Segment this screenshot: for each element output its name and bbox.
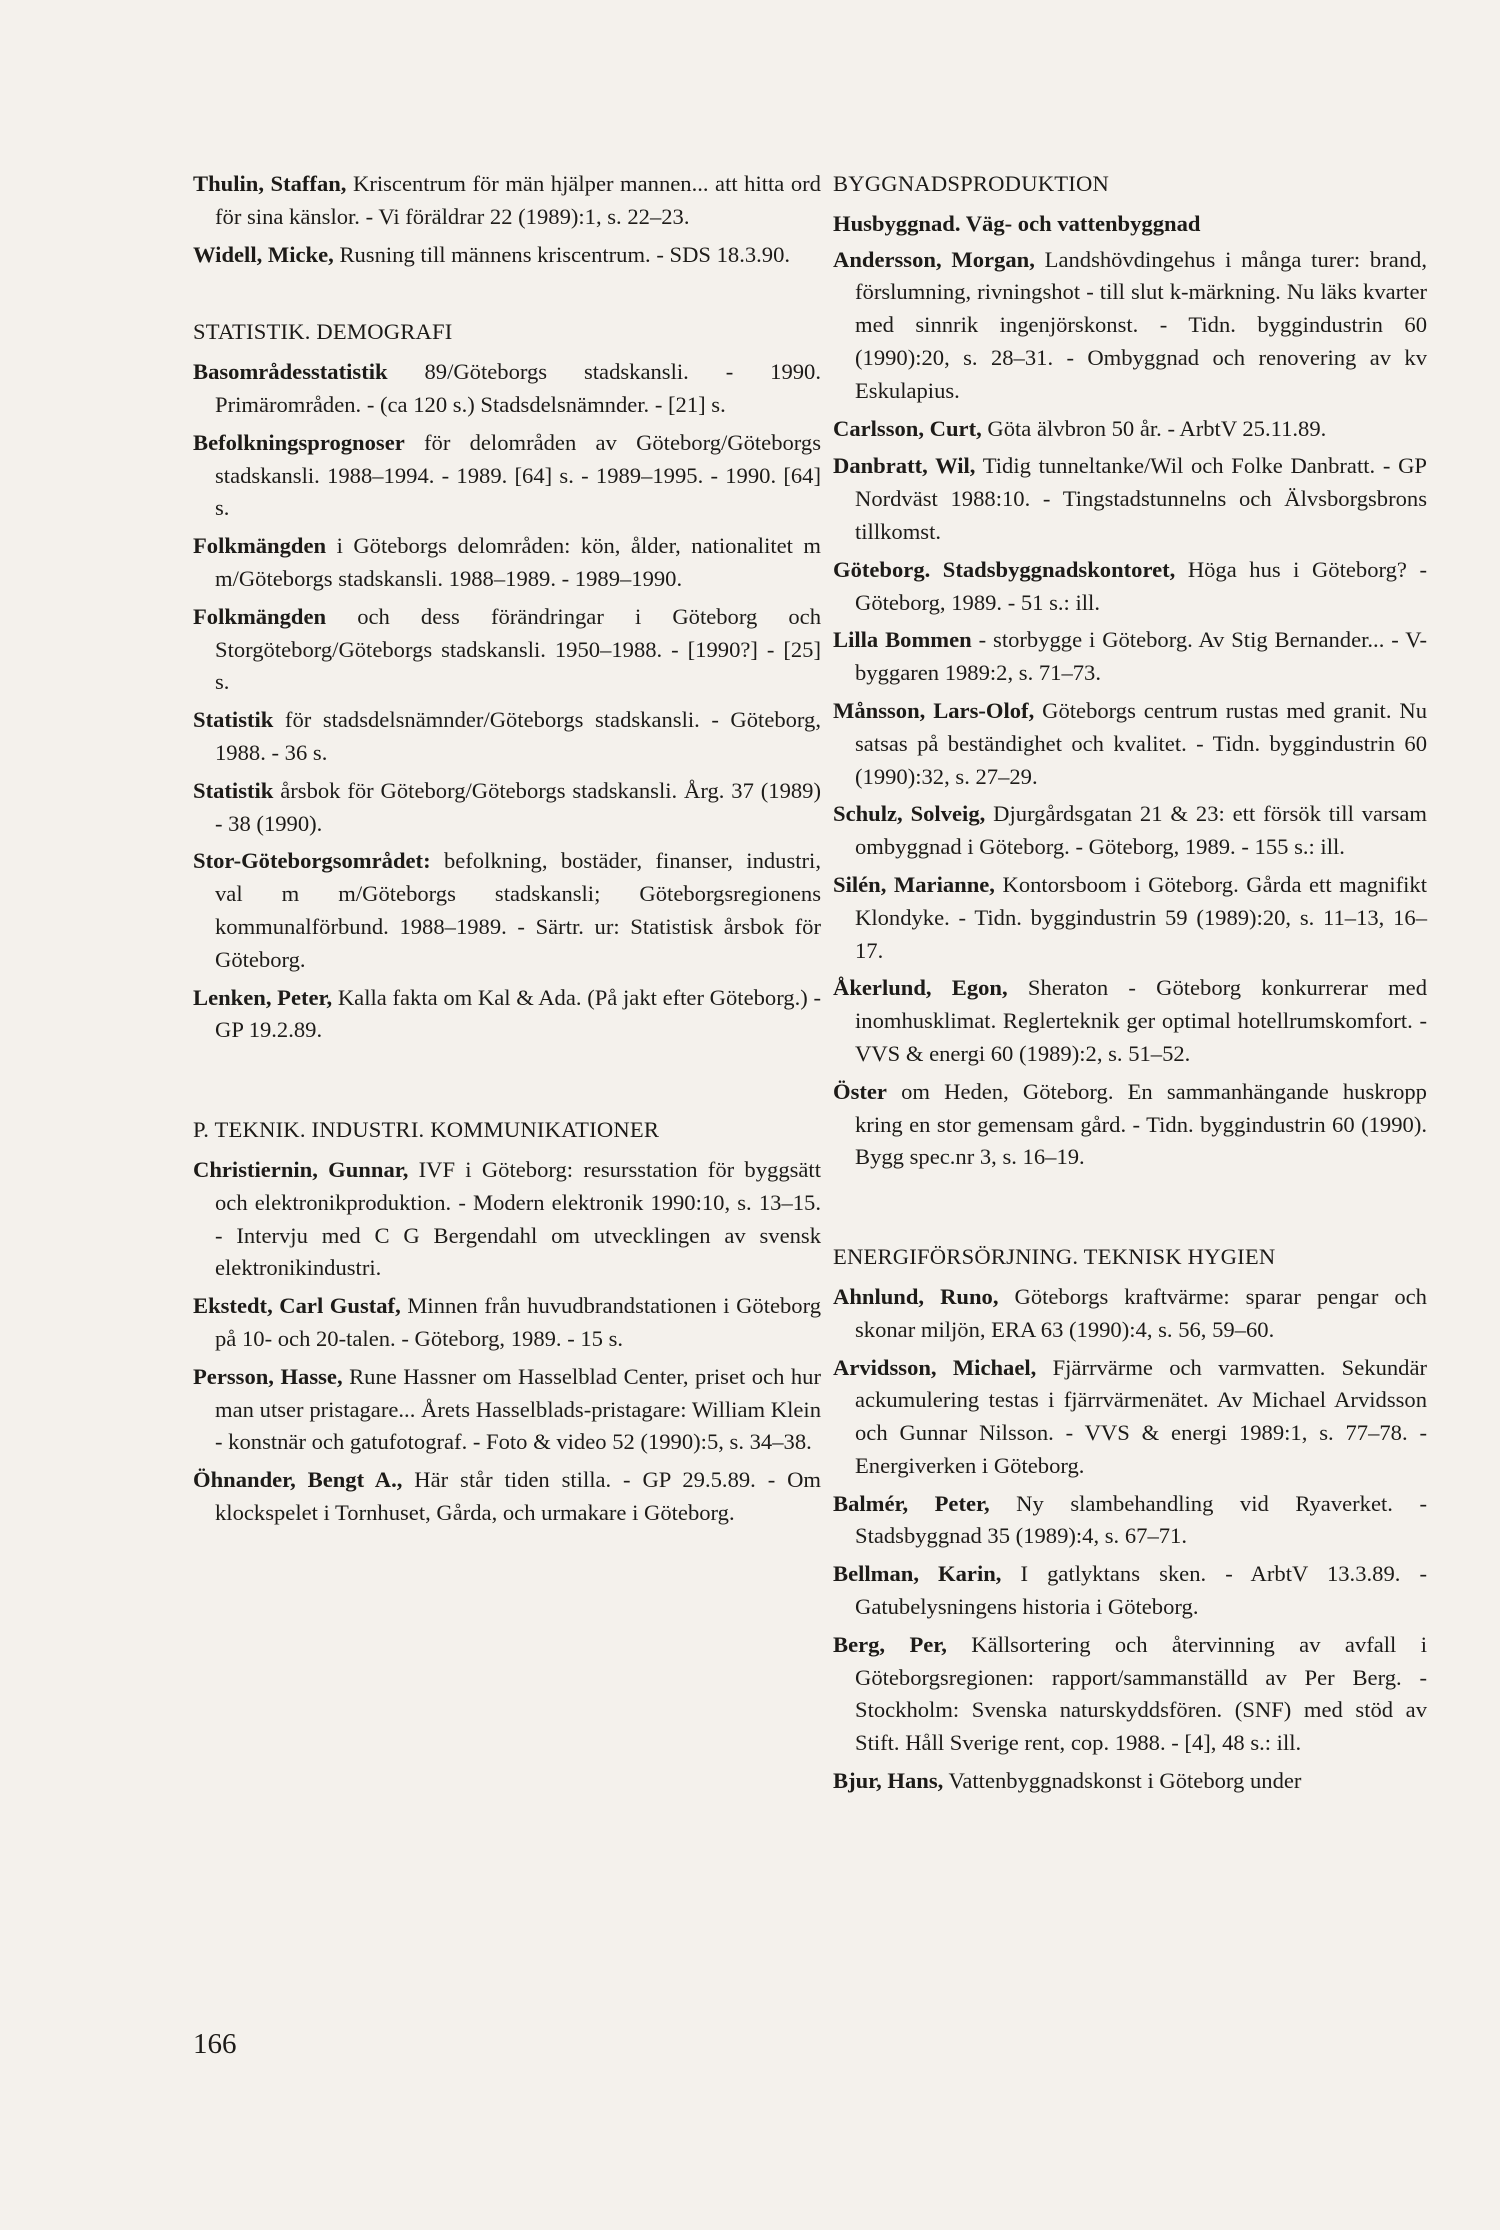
entry-body: Rune Hassner om Hasselblad Center, priset och hur man utser pristagare... Årets Hasselblads-pristagare: William Klein - konstnär och gatufotograf. - Foto & video 52 (1990):5, s. 34–38.: [215, 1363, 821, 1455]
entry-heading: Folkmängden: [193, 533, 327, 559]
bibliography-entry: [193, 1290, 821, 1356]
entry-heading: Befolkningsprognoser: [193, 429, 405, 455]
entry-heading: Arvidsson, Michael,: [833, 1354, 1037, 1380]
entry-body: Fjärrvärme och varmvatten. Sekundär ackumulering testas i fjärrvärmenätet. Av Michael Arvidsson och Gunnar Nilsson. - VVS & energi 1989:1, s. 77–78. - Energiverken i Göteborg.: [855, 1354, 1428, 1478]
page-number: 166: [193, 2028, 237, 2060]
bibliography-entry: [833, 1488, 1427, 1554]
bibliography-entry: [833, 972, 1427, 1070]
entry-heading: Lilla Bommen: [833, 627, 972, 653]
bibliography-entry: [193, 775, 821, 841]
entry-heading: Ekstedt, Carl Gustaf,: [193, 1293, 401, 1319]
bibliography-entry: [193, 530, 821, 596]
entry-body: Sheraton - Göteborg konkurrerar med inomhusklimat. Reglerteknik ger optimal hotellrumskomfort. - VVS & energi 60 (1989):2, s. 51–52.: [855, 975, 1427, 1066]
bibliography-entry: [833, 554, 1427, 620]
entry-heading: Öster: [833, 1078, 887, 1104]
bibliography-entry: [833, 244, 1427, 408]
entry-body: befolkning, bostäder, finanser, industri, val m m/Göteborgs stadskansli; Göteborgsregionens kommunalförbund. 1988–1989. - Särtr. ur: Statistisk årsbok för Göteborg.: [215, 848, 821, 972]
entry-body: Minnen från huvudbrandstationen i Göteborg på 10- och 20-talen. - Göteborg, 1989. - 15 s.: [215, 1293, 822, 1351]
section-spacer: [833, 1179, 1427, 1241]
subsection-heading: Husbyggnad. Väg- och vattenbyggnad: [833, 210, 1201, 236]
entry-heading: Stor-Göteborgsområdet:: [193, 848, 431, 874]
entry-body: Göteborgs kraftvärme: sparar pengar och skonar miljön, ERA 63 (1990):4, s. 56, 59–60.: [855, 1283, 1427, 1342]
bibliography-entry: [833, 1281, 1427, 1347]
entry-heading: Göteborg. Stadsbyggnadskontoret,: [833, 556, 1176, 582]
bibliography-entry: [193, 982, 821, 1048]
bibliography-entry: [193, 356, 821, 422]
entry-heading: Statistik: [193, 707, 274, 733]
bibliography-entry: [833, 624, 1427, 690]
bibliography-entry: [193, 427, 821, 525]
entry-body: årsbok för Göteborg/Göteborgs stadskansli. Årg. 37 (1989) - 38 (1990).: [215, 777, 821, 836]
right-column: [833, 168, 1427, 1803]
entry-body: och dess förändringar i Göteborg och Storgöteborg/Göteborgs stadskansli. 1950–1988. - [1990?] - [25] s.: [215, 603, 821, 695]
entry-body: 89/Göteborgs stadskansli. - 1990. Primärområden. - (ca 120 s.) Stadsdelsnämnder. - [21] s.: [215, 359, 821, 417]
bibliography-entry: [193, 1154, 821, 1285]
section-heading: BYGGNADSPRODUKTION: [833, 171, 1109, 196]
entry-heading: Folkmängden: [193, 603, 327, 629]
entry-body: Vattenbyggnadskonst i Göteborg under: [948, 1768, 1302, 1794]
section-heading: ENERGIFÖRSÖRJNING. TEKNISK HYGIEN: [833, 1244, 1276, 1270]
entry-heading: Widell, Micke,: [193, 241, 334, 267]
bibliography-entry: [193, 239, 821, 272]
entry-heading: Månsson, Lars-Olof,: [833, 697, 1035, 723]
bibliography-entry: [833, 1765, 1427, 1798]
entry-heading: Åkerlund, Egon,: [833, 975, 1008, 1001]
section-heading: P. TEKNIK. INDUSTRI. KOMMUNIKATIONER: [193, 1117, 660, 1143]
bibliography-entry: [833, 450, 1427, 548]
bibliography-entry: [833, 1629, 1427, 1760]
bibliography-entry: [833, 798, 1427, 864]
entry-body: I gatlyktans sken. - ArbtV 13.3.89. - Gatubelysningens historia i Göteborg.: [855, 1561, 1427, 1620]
entry-heading: Andersson, Morgan,: [833, 246, 1035, 272]
entry-body: Ny slambehandling vid Ryaverket. - Stadsbyggnad 35 (1989):4, s. 67–71.: [855, 1490, 1427, 1549]
bibliography-entry: [193, 601, 821, 699]
entry-heading: Persson, Hasse,: [193, 1363, 343, 1389]
entry-heading: Statistik: [193, 777, 274, 803]
entry-heading: Ahnlund, Runo,: [833, 1283, 999, 1309]
entry-body: för delområden av Göteborg/Göteborgs stadskansli. 1988–1994. - 1989. [64] s. - 1989–1995. - 1990. [64] s.: [215, 429, 821, 521]
bibliography-entry: [833, 1558, 1427, 1624]
entry-heading: Carlsson, Curt,: [833, 415, 982, 441]
entry-body: Höga hus i Göteborg? - Göteborg, 1989. - 51 s.: ill.: [855, 556, 1427, 615]
entry-heading: Bjur, Hans,: [833, 1768, 944, 1794]
entry-body: Göta älvbron 50 år. - ArbtV 25.11.89.: [987, 415, 1327, 441]
entry-body: Djurgårdsgatan 21 & 23: ett försök till varsam ombyggnad i Göteborg. - Göteborg, 1989. - 155 s.: ill.: [855, 801, 1428, 860]
entry-body: för stadsdelsnämnder/Göteborgs stadskansli. - Göteborg, 1988. - 36 s.: [215, 707, 821, 765]
bibliography-entry: [833, 1352, 1427, 1483]
bibliography-entry: [833, 695, 1427, 793]
entry-heading: Basområdesstatistik: [193, 359, 388, 385]
entry-heading: Danbratt, Wil,: [833, 453, 976, 479]
bibliography-entry: [833, 413, 1427, 446]
section-heading: STATISTIK. DEMOGRAFI: [193, 319, 453, 345]
bibliography-entry: [193, 845, 821, 976]
entry-body: Göteborgs centrum rustas med granit. Nu satsas på beständighet och kvalitet. - Tidn. byggindustrin 60 (1990):32, s. 27–29.: [855, 697, 1428, 789]
entry-heading: Thulin, Staffan,: [193, 171, 347, 196]
entry-body: Kriscentrum för män hjälper mannen... att hitta ord för sina känslor. - Vi föräldrar 22 (1989):1, s. 22–23.: [215, 171, 821, 229]
left-column: [193, 168, 821, 1535]
entry-heading: Silén, Marianne,: [833, 871, 995, 897]
entry-body: Kontorsboom i Göteborg. Gårda ett magnifikt Klondyke. - Tidn. byggindustrin 59 (1989):20, s. 11–13, 16–17.: [855, 871, 1428, 963]
entry-body: Kalla fakta om Kal & Ada. (På jakt efter Göteborg.) - GP 19.2.89.: [215, 984, 821, 1043]
entry-body: i Göteborgs delområden: kön, ålder, nationalitet m m/Göteborgs stadskansli. 1988–1989. - 1989–1990.: [215, 533, 821, 591]
bibliography-entry: [193, 1361, 821, 1459]
entry-body: Källsortering och återvinning av avfall i Göteborgsregionen: rapport/sammanställd av Per Berg. - Stockholm: Svenska naturskyddsfören. (SNF) med stöd av Stift. Håll Sverige rent, cop. 1988. - [4], 48 s.: ill.: [855, 1631, 1427, 1756]
entry-body: Här står tiden stilla. - GP 29.5.89. - Om klockspelet i Tornhuset, Gårda, och urmakare i Göteborg.: [215, 1467, 821, 1525]
section-spacer: [193, 276, 821, 316]
entry-heading: Berg, Per,: [833, 1631, 947, 1657]
entry-heading: Öhnander, Bengt A.,: [193, 1467, 403, 1493]
bibliography-entry: [833, 1076, 1427, 1174]
entry-heading: Bellman, Karin,: [833, 1561, 1002, 1587]
entry-body: om Heden, Göteborg. En sammanhängande huskropp kring en stor gemensam gård. - Tidn. byggindustrin 60 (1990). Bygg spec.nr 3, s. 16–19.: [855, 1078, 1427, 1170]
entry-heading: Balmér, Peter,: [833, 1490, 990, 1516]
entry-body: IVF i Göteborg: resursstation för byggsätt och elektronikproduktion. - Modern elektronik 1990:10, s. 13–15. - Intervju med C G Bergendahl om utvecklingen av svensk elektronikindustri.: [215, 1156, 821, 1281]
entry-heading: Lenken, Peter,: [193, 984, 333, 1010]
bibliography-entry: [193, 704, 821, 770]
entry-heading: Schulz, Solveig,: [833, 801, 986, 827]
entry-body: Rusning till männens kriscentrum. - SDS 18.3.90.: [339, 241, 791, 267]
bibliography-entry: [193, 168, 821, 234]
entry-body: Tidig tunneltanke/Wil och Folke Danbratt. - GP Nordväst 1988:10. - Tingstadstunnelns och Älvsborgsbrons tillkomst.: [855, 453, 1427, 544]
entry-body: - storbygge i Göteborg. Av Stig Bernander... - V-byggaren 1989:2, s. 71–73.: [855, 627, 1428, 686]
section-spacer: [193, 1052, 821, 1114]
bibliography-entry: [193, 1464, 821, 1530]
entry-body: Landshövdingehus i många turer: brand, förslumning, rivningshot - till slut k-märkning. Nu läks kvarter med sinnrik ingenjörskonst. - Tidn. byggindustrin 60 (1990):20, s. 28–31. - Ombyggnad och renovering av kv Eskulapius.: [855, 246, 1427, 403]
entry-heading: Christiernin, Gunnar,: [193, 1156, 409, 1182]
bibliography-entry: [833, 869, 1427, 967]
